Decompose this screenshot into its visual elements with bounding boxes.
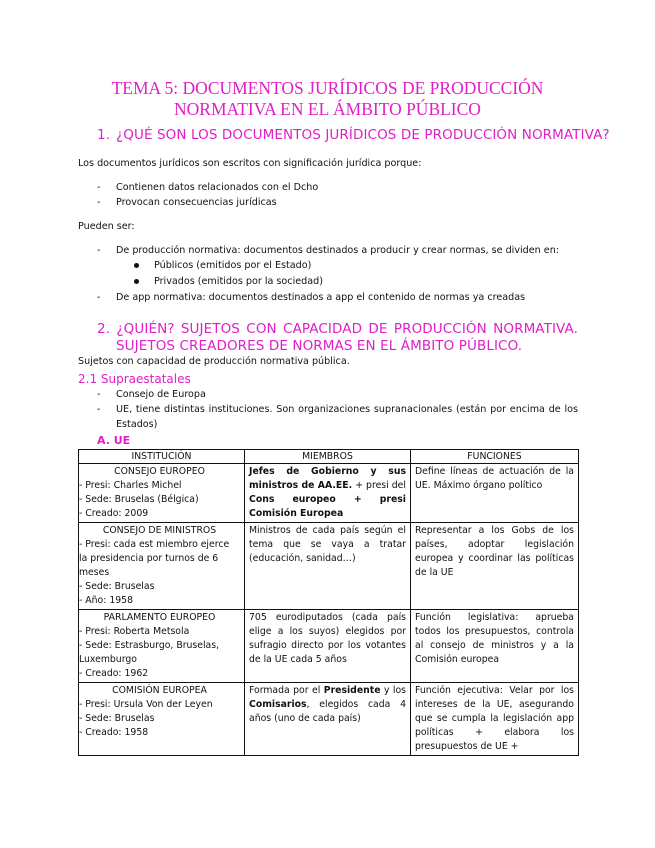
- institution-detail: - Presi: cada est miembro ejerce la presidencia por turnos de 6 meses: [79, 539, 230, 578]
- institution-cell: [79, 610, 245, 683]
- funciones-cell: [411, 464, 579, 523]
- funciones-text: Representar a los Gobs de los países, adoptar legislación europea y coordinar las políticas de la UE: [415, 525, 574, 578]
- miembros-cell: [245, 464, 411, 523]
- pueden-ser-label: Pueden ser:: [78, 221, 135, 232]
- ue-institutions-table: [78, 449, 579, 756]
- funciones-cell: [411, 683, 579, 756]
- subsection-heading: 2.1 Supraestatales: [78, 372, 191, 386]
- miembros-cell: [245, 610, 411, 683]
- section1-heading: ¿QUÉ SON LOS DOCUMENTOS JURÍDICOS DE PRODUCCIÓN NORMATIVA?: [116, 127, 610, 143]
- institution-detail: - Creado: 1962: [79, 668, 149, 679]
- funciones-cell: [411, 523, 579, 610]
- miembros-bold: Jefes de Gobierno y sus ministros de AA.EE.: [249, 466, 406, 491]
- section2-heading-line2: SUJETOS CREADORES DE NORMAS EN EL ÁMBITO PÚBLICO.: [116, 338, 523, 354]
- funciones-text: Función ejecutiva: Velar por los intereses de la UE, asegurando que se cumpla la legislación app políticas + elabora los presupuestos de UE +: [415, 685, 574, 752]
- table-row: [79, 683, 579, 756]
- institution-name: PARLAMENTO EUROPEO: [103, 612, 216, 623]
- institution-detail: - Creado: 2009: [79, 508, 149, 519]
- table-row: [79, 523, 579, 610]
- funciones-text: Función legislativa: aprueba todos los presupuestos, controla al consejo de ministros y a la Comisión europea: [415, 612, 574, 665]
- miembros-text: , elegidos cada 4 años (uno de cada país): [249, 699, 406, 724]
- dash-marker: -: [97, 245, 101, 256]
- institution-detail: - Sede: Bruselas: [79, 713, 155, 724]
- institution-detail: - Creado: 1958: [79, 727, 149, 738]
- dash-marker: -: [97, 182, 101, 193]
- miembros-bold: Comisarios: [249, 699, 307, 710]
- institution-detail: - Presi: Ursula Von der Leyen: [79, 699, 213, 710]
- dash-marker: -: [97, 292, 101, 303]
- miembros-text: 705 eurodiputados (cada país elige a los suyos) elegidos por sufragio directo por los votantes de la UE cada 5 años: [249, 612, 406, 665]
- header-funciones: FUNCIONES: [411, 450, 579, 464]
- table-row: [79, 464, 579, 523]
- miembros-bold: Cons europeo + presi Comisión Europea: [249, 494, 406, 519]
- section1-number: 1.: [97, 127, 111, 143]
- sujetos-text: Sujetos con capacidad de producción normativa pública.: [78, 356, 350, 367]
- supra-item: Consejo de Europa: [116, 389, 206, 400]
- table-header-row: [79, 450, 579, 464]
- miembros-bold: Presidente: [323, 685, 381, 696]
- miembros-text: Formada por el: [249, 685, 324, 696]
- institution-name: COMISIÓN EUROPEA: [112, 685, 207, 696]
- supra-item-continued: Estados): [116, 419, 158, 430]
- miembros-cell: [245, 683, 411, 756]
- subtype-item: Privados (emitidos por la sociedad): [154, 276, 323, 287]
- doc-title-line2: NORMATIVA EN EL ÁMBITO PÚBLICO: [174, 99, 481, 119]
- supra-item: UE, tiene distintas instituciones. Son organizaciones supranacionales (están por encima de los: [116, 404, 578, 415]
- miembros-text: y los: [380, 685, 407, 696]
- institution-detail: - Presi: Charles Michel: [79, 480, 182, 491]
- bullet-icon: [134, 263, 139, 268]
- type-item: De app normativa: documentos destinados a app el contenido de normas ya creadas: [116, 292, 526, 303]
- institution-detail: - Sede: Estrasburgo, Bruselas, Luxemburgo: [79, 640, 220, 665]
- doc-title-line1: TEMA 5: DOCUMENTOS JURÍDICOS DE PRODUCCIÓN: [111, 78, 544, 98]
- institution-detail: - Sede: Bruselas (Bélgica): [79, 494, 199, 505]
- miembros-cell: [245, 523, 411, 610]
- dash-marker: -: [97, 404, 101, 415]
- institution-cell: [79, 523, 245, 610]
- funciones-cell: [411, 610, 579, 683]
- intro-text: Los documentos jurídicos son escritos con significación jurídica porque:: [78, 158, 422, 169]
- funciones-text: Define líneas de actuación de la UE. Máximo órgano político: [415, 466, 574, 491]
- header-miembros: MIEMBROS: [245, 450, 411, 464]
- institution-name: CONSEJO EUROPEO: [114, 466, 205, 477]
- reason-item: Provocan consecuencias jurídicas: [116, 197, 277, 208]
- institution-detail: - Presi: Roberta Metsola: [79, 626, 190, 637]
- miembros-text: Ministros de cada país según el tema que se vaya a tratar (educación, sanidad…): [249, 525, 406, 564]
- type-item: De producción normativa: documentos destinados a producir y crear normas, se dividen en:: [116, 245, 560, 256]
- dash-marker: -: [97, 197, 101, 208]
- institution-cell: [79, 464, 245, 523]
- reason-item: Contienen datos relacionados con el Dcho: [116, 182, 319, 193]
- table-row: [79, 610, 579, 683]
- bullet-icon: [134, 279, 139, 284]
- institution-name: CONSEJO DE MINISTROS: [102, 525, 217, 536]
- institution-cell: [79, 683, 245, 756]
- institution-detail: - Año: 1958: [79, 595, 133, 606]
- subtype-item: Públicos (emitidos por el Estado): [154, 260, 312, 271]
- institution-detail: - Sede: Bruselas: [79, 581, 155, 592]
- section2-heading-line1: 2. ¿QUIÉN? SUJETOS CON CAPACIDAD DE PRODUCCIÓN NORMATIVA.: [97, 321, 578, 337]
- subsection-a-heading: A. UE: [97, 434, 131, 447]
- header-institucion: INSTITUCIÓN: [79, 450, 245, 464]
- miembros-text: + presi del: [352, 480, 406, 491]
- dash-marker: -: [97, 389, 101, 400]
